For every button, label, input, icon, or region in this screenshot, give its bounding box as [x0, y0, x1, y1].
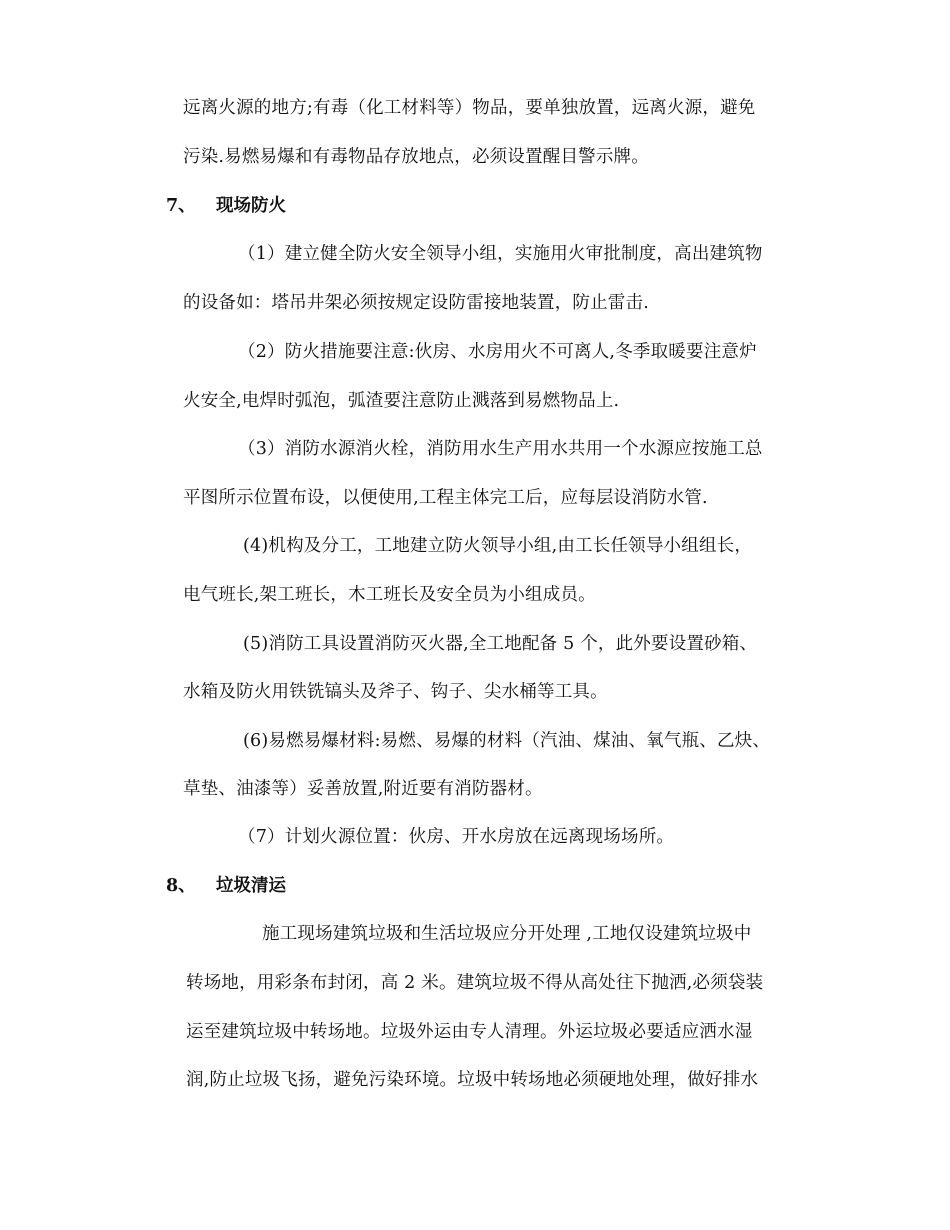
paragraph-line: 草垫、油漆等）妥善放置,附近要有消防器材。 — [183, 779, 543, 799]
section-title: 垃圾清运 — [216, 876, 286, 896]
paragraph-line: （3）消防水源消火栓，消防用水生产用水共用一个水源应按施工总 — [238, 439, 763, 459]
paragraph-line: （7）计划火源位置：伙房、开水房放在远离现场场所。 — [238, 827, 675, 847]
paragraph-line: 运至建筑垃圾中转场地。垃圾外运由专人清理。外运垃圾必要适应洒水湿 — [186, 1022, 753, 1042]
paragraph-line: （1）建立健全防火安全领导小组，实施用火审批制度，高出建筑物 — [238, 244, 763, 264]
paragraph-line: (4)机构及分工，工地建立防火领导小组,由工长任领导小组组长， — [243, 536, 753, 556]
paragraph-line: (5)消防工具设置消防灭火器,全工地配备 5 个，此外要设置砂箱、 — [243, 634, 758, 654]
paragraph-line: 电气班长,架工班长，木工班长及安全员为小组成员。 — [183, 585, 596, 605]
paragraph-line: 火安全,电焊时弧泡，弧渣要注意防止溅落到易燃物品上. — [183, 391, 620, 411]
paragraph-line: 平图所示位置布设，以便使用,工程主体完工后，应每层设消防水管. — [183, 488, 708, 508]
paragraph-line: 的设备如：塔吊井架必须按规定设防雷接地装置，防止雷击. — [183, 293, 649, 313]
paragraph-line: 施工现场建筑垃圾和生活垃圾应分开处理 ,工地仅设建筑垃圾中 — [262, 924, 752, 944]
paragraph-line: 转场地，用彩条布封闭，高 2 米。建筑垃圾不得从高处往下抛洒,必须袋装 — [186, 973, 764, 993]
body-text-line: 远离火源的地方;有毒（化工材料等）物品，要单独放置，远离火源，避免 — [183, 98, 756, 118]
section-number: 8、 — [166, 876, 196, 896]
paragraph-line: 水箱及防火用铁铣镐头及斧子、钩子、尖水桶等工具。 — [183, 682, 608, 702]
body-text-line: 污染.易燃易爆和有毒物品存放地点，必须设置醒目警示牌。 — [183, 147, 649, 167]
section-title: 现场防火 — [216, 196, 286, 216]
paragraph-line: 润,防止垃圾飞扬，避免污染环境。垃圾中转场地必须硬地处理，做好排水 — [186, 1070, 759, 1090]
paragraph-line: (6)易燃易爆材料:易燃、易爆的材料（汽油、煤油、氧气瓶、乙炔、 — [243, 731, 771, 751]
section-number: 7、 — [166, 196, 196, 216]
paragraph-line: （2）防火措施要注意:伙房、水房用火不可离人,冬季取暖要注意炉 — [238, 342, 757, 362]
section-7-heading — [166, 194, 286, 218]
section-8-heading — [166, 874, 286, 898]
